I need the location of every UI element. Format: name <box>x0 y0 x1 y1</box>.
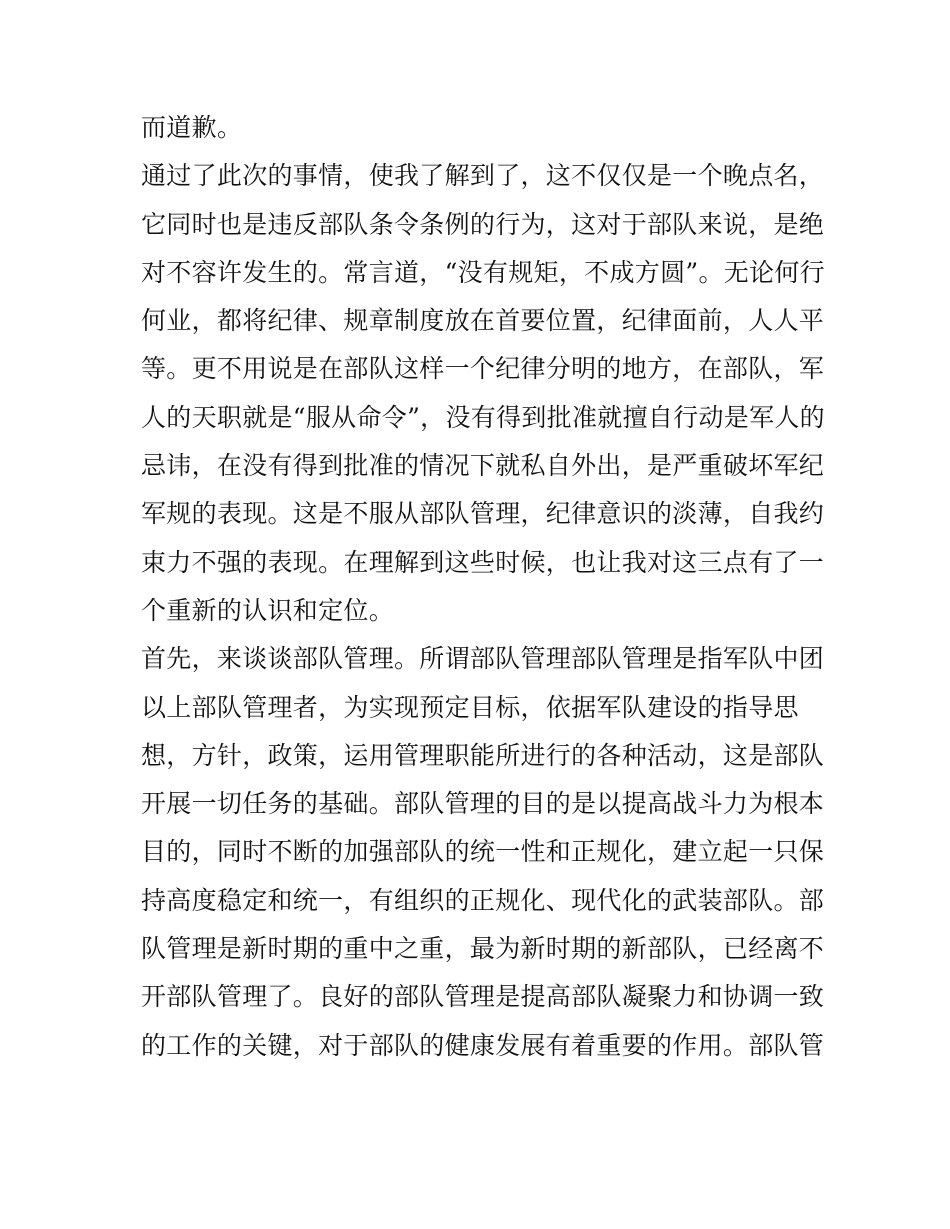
text-line: 何业，都将纪律、规章制度放在首要位置，纪律面前，人人平 <box>141 306 825 336</box>
text-line: 队管理是新时期的重中之重，最为新时期的新部队，已经离不 <box>141 934 825 964</box>
text-line: 而道歉。 <box>141 113 243 142</box>
text-line: 想，方针，政策，运用管理职能所进行的各种活动，这是部队 <box>141 740 825 770</box>
text-line: 以上部队管理者，为实现预定目标，依据军队建设的指导思 <box>141 692 799 722</box>
text-line: 等。更不用说是在部队这样一个纪律分明的地方，在部队，军 <box>141 354 825 384</box>
text-line: 忌讳，在没有得到批准的情况下就私自外出，是严重破坏军纪 <box>141 451 825 481</box>
text-line: 的工作的关键，对于部队的健康发展有着重要的作用。部队管 <box>141 1030 825 1060</box>
text-line: 军规的表现。这是不服从部队管理，纪律意识的淡薄，自我约 <box>141 499 825 529</box>
text-line: 个重新的认识和定位。 <box>141 595 395 625</box>
body-text <box>141 104 825 1070</box>
text-line: 人的天职就是“服从命令”，没有得到批准就擅自行动是军人的 <box>141 402 825 432</box>
text-line: 束力不强的表现。在理解到这些时候，也让我对这三点有了一 <box>141 547 825 577</box>
text-line: 开展一切任务的基础。部队管理的目的是以提高战斗力为根本 <box>141 789 825 819</box>
text-line: 持高度稳定和统一，有组织的正规化、现代化的武装部队。部 <box>141 885 825 915</box>
text-line: 开部队管理了。良好的部队管理是提高部队凝聚力和协调一致 <box>141 982 825 1012</box>
text-line: 通过了此次的事情，使我了解到了，这不仅仅是一个晚点名， <box>141 161 825 191</box>
text-line: 对不容许发生的。常言道，“没有规矩，不成方圆”。无论何行 <box>141 257 825 287</box>
text-line: 目的，同时不断的加强部队的统一性和正规化，建立起一只保 <box>141 837 825 867</box>
text-line: 它同时也是违反部队条令条例的行为，这对于部队来说，是绝 <box>141 209 825 239</box>
text-line: 首先，来谈谈部队管理。所谓部队管理部队管理是指军队中团 <box>141 644 825 674</box>
